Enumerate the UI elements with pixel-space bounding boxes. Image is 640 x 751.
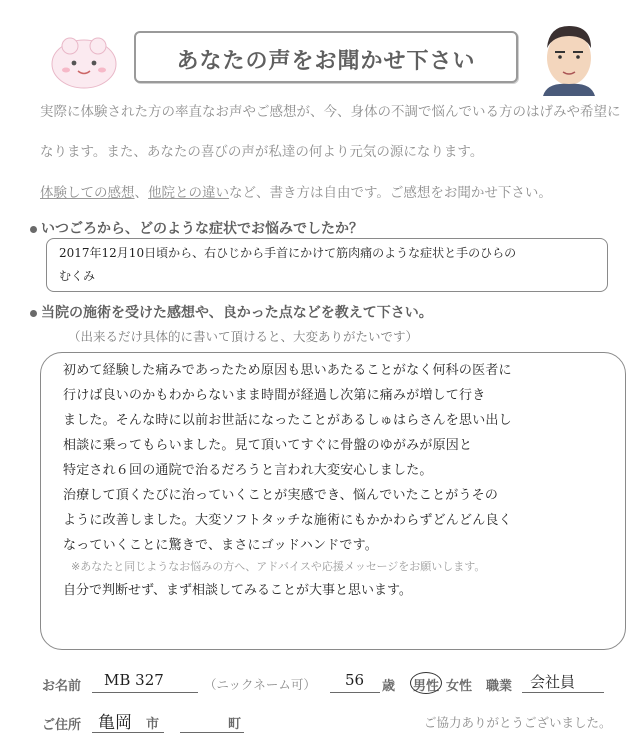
answer-1-line-2: むくみ <box>59 269 96 283</box>
thanks-text: ご協力ありがとうございました。 <box>424 715 612 730</box>
answer-2-line: 初めて経験した痛みであったため原因も思いあたることがなく何科の医者に <box>63 363 512 378</box>
answer-1-box <box>46 238 608 292</box>
age-label: 歳 <box>382 679 396 694</box>
page-title: あなたの声をお聞かせ下さい <box>176 49 476 74</box>
question-1 <box>30 218 363 238</box>
intro-sep: 、 <box>134 185 148 201</box>
nickname-note: （ニックネーム可） <box>204 677 316 692</box>
female-option: 女性 <box>446 679 473 694</box>
staff-portrait <box>535 18 603 96</box>
male-selected-circle <box>410 672 442 694</box>
name-label: お名前 <box>42 679 82 694</box>
title-banner <box>134 31 518 83</box>
question-2 <box>30 302 433 322</box>
advice-note: ※あなたと同じようなお悩みの方へ、アドバイスや応援メッセージをお願いします。 <box>71 560 486 573</box>
answer-2-line: 治療して頂くたびに治っていくことが実感でき、悩んでいたことがうその <box>63 488 499 503</box>
question-1-text: いつごろから、どのような症状でお悩みでしたか？ <box>41 221 363 237</box>
answer-2-line: 特定され６回の通院で治るだろうと言われ大変安心しました。 <box>63 463 433 478</box>
answer-1-line-1: 2017年12月10日頃から、右ひじから手首にかけて筋肉痛のような症状と手のひらの <box>59 246 517 260</box>
age-underline <box>330 692 380 693</box>
answer-2-line: ように改善しました。大変ソフトタッチな施術にもかかわらずどんどん良く <box>63 513 512 528</box>
job-underline <box>522 692 604 693</box>
name-value: MB 327 <box>104 671 164 689</box>
mascot-illustration <box>44 30 122 92</box>
answer-2-line: なっていくことに驚きで、まさにゴッドハンドです。 <box>63 538 378 553</box>
intro-line-1: 実際に体験された方の率直なお声やご感想が、今、身体の不調で悩んでいる方のはげみや希望に <box>40 104 621 120</box>
male-option: 男性 <box>413 679 440 694</box>
town-underline <box>180 732 244 733</box>
bullet-icon <box>30 310 37 317</box>
answer-2-line: 行けば良いのかもわからないまま時間が経過し次第に痛みが増して行き <box>63 388 486 403</box>
question-2-text: 当院の施術を受けた感想や、良かった点などを教えて下さい。 <box>41 305 433 321</box>
intro-underlined-2: 他院との違い <box>148 185 229 201</box>
answer-2-line: ました。そんな時に以前お世話になったことがあるしゅはらさんを思い出し <box>63 413 512 428</box>
advice-message: 自分で判断せず、まず相談してみることが大事と思います。 <box>63 583 412 598</box>
intro-line-2: なります。また、あなたの喜びの声が私達の何より元気の源になります。 <box>40 144 484 160</box>
job-value: 会社員 <box>530 673 576 691</box>
age-value: 56 <box>345 671 365 689</box>
town-label: 町 <box>228 717 242 732</box>
intro-underlined-1: 体験しての感想 <box>40 185 135 201</box>
answer-2-line: 相談に乗ってもらいました。見て頂いてすぐに骨盤のゆがみが原因と <box>63 438 473 453</box>
question-2-hint: （出来るだけ具体的に書いて頂けると、大変ありがたいです） <box>64 327 422 345</box>
name-underline <box>92 692 198 693</box>
answer-2-box <box>40 352 626 650</box>
city-label: 市 <box>146 717 160 732</box>
bullet-icon <box>30 226 37 233</box>
address-label: ご住所 <box>42 718 82 733</box>
intro-rest: など、書き方は自由です。ご感想をお聞かせ下さい。 <box>229 185 552 201</box>
city-underline <box>92 732 164 733</box>
job-label: 職業 <box>486 679 513 694</box>
city-value: 亀岡 <box>98 713 132 733</box>
intro-line-3 <box>40 181 552 201</box>
